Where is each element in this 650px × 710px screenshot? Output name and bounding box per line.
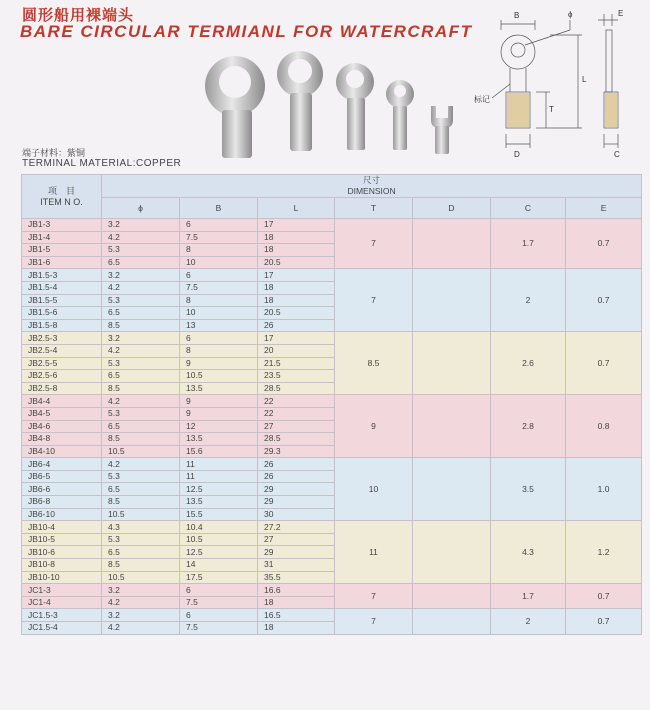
item-cell: JB2.5-6 xyxy=(22,370,102,383)
b-cell: 12.5 xyxy=(180,483,258,496)
l-cell: 20.5 xyxy=(258,307,335,320)
l-cell: 31 xyxy=(258,559,335,572)
l-cell: 22 xyxy=(258,395,335,408)
phi-cell: 3.2 xyxy=(102,219,180,232)
label-phi: ϕ xyxy=(568,10,573,19)
e-group-cell: 1.0 xyxy=(566,458,642,521)
t-group-cell: 10 xyxy=(335,458,413,521)
l-cell: 26 xyxy=(258,319,335,332)
phi-cell: 6.5 xyxy=(102,420,180,433)
l-cell: 29.3 xyxy=(258,445,335,458)
item-cell: JB4-8 xyxy=(22,433,102,446)
item-cell: JC1.5-3 xyxy=(22,609,102,622)
table-row xyxy=(22,395,642,408)
catalog-header xyxy=(0,0,650,175)
b-cell: 6 xyxy=(180,584,258,597)
b-cell: 13.5 xyxy=(180,382,258,395)
l-cell: 20.5 xyxy=(258,256,335,269)
e-group-cell: 0.7 xyxy=(566,332,642,395)
item-header xyxy=(22,175,102,219)
l-cell: 18 xyxy=(258,244,335,257)
item-cell: JB1-5 xyxy=(22,244,102,257)
t-group-cell: 8.5 xyxy=(335,332,413,395)
c-group-cell: 4.3 xyxy=(491,521,566,584)
item-cell: JB1-6 xyxy=(22,256,102,269)
b-cell: 6 xyxy=(180,219,258,232)
e-group-cell: 0.7 xyxy=(566,269,642,332)
phi-cell: 4.3 xyxy=(102,521,180,534)
item-cell: JC1-3 xyxy=(22,584,102,597)
c-group-cell: 3.5 xyxy=(491,458,566,521)
l-cell: 27 xyxy=(258,420,335,433)
ring-terminal-mini xyxy=(386,80,414,150)
b-cell: 10 xyxy=(180,256,258,269)
d-group-cell xyxy=(413,521,491,584)
d-group-cell xyxy=(413,269,491,332)
phi-cell: 3.2 xyxy=(102,609,180,622)
d-group-cell xyxy=(413,458,491,521)
label-E: E xyxy=(618,9,624,18)
phi-cell: 6.5 xyxy=(102,256,180,269)
col-header-T: T xyxy=(335,198,413,219)
phi-cell: 10.5 xyxy=(102,571,180,584)
item-cell: JB1.5-8 xyxy=(22,319,102,332)
c-group-cell: 2 xyxy=(491,609,566,634)
item-cell: JB10-10 xyxy=(22,571,102,584)
c-group-cell: 2.8 xyxy=(491,395,566,458)
l-cell: 16.6 xyxy=(258,584,335,597)
item-cell: JB10-6 xyxy=(22,546,102,559)
col-header-E: E xyxy=(566,198,642,219)
l-cell: 30 xyxy=(258,508,335,521)
l-cell: 22 xyxy=(258,407,335,420)
b-cell: 14 xyxy=(180,559,258,572)
phi-cell: 8.5 xyxy=(102,496,180,509)
item-cell: JB4-5 xyxy=(22,407,102,420)
item-cell: JC1.5-4 xyxy=(22,622,102,635)
b-cell: 10.5 xyxy=(180,370,258,383)
phi-cell: 10.5 xyxy=(102,508,180,521)
material-english: TERMINAL MATERIAL:COPPER xyxy=(22,158,182,169)
col-header-phi: ϕ xyxy=(102,198,180,219)
phi-cell: 8.5 xyxy=(102,319,180,332)
l-cell: 26 xyxy=(258,458,335,471)
b-cell: 12.5 xyxy=(180,546,258,559)
c-group-cell: 1.7 xyxy=(491,584,566,609)
b-cell: 7.5 xyxy=(180,231,258,244)
label-T: T xyxy=(549,105,554,114)
phi-cell: 5.3 xyxy=(102,407,180,420)
l-cell: 17 xyxy=(258,332,335,345)
label-C: C xyxy=(614,150,620,159)
material-chinese: 端子材料：紫铜 xyxy=(22,148,86,158)
col-header-D: D xyxy=(413,198,491,219)
label-L: L xyxy=(582,75,587,84)
l-cell: 16.5 xyxy=(258,609,335,622)
phi-cell: 4.2 xyxy=(102,395,180,408)
e-group-cell: 0.7 xyxy=(566,609,642,634)
b-cell: 17.5 xyxy=(180,571,258,584)
item-cell: JB1.5-5 xyxy=(22,294,102,307)
e-group-cell: 1.2 xyxy=(566,521,642,584)
table-row xyxy=(22,458,642,471)
phi-cell: 4.2 xyxy=(102,344,180,357)
b-cell: 7.5 xyxy=(180,596,258,609)
l-cell: 18 xyxy=(258,294,335,307)
b-cell: 8 xyxy=(180,344,258,357)
item-cell: JB4-10 xyxy=(22,445,102,458)
b-cell: 9 xyxy=(180,357,258,370)
t-group-cell: 7 xyxy=(335,584,413,609)
phi-cell: 5.3 xyxy=(102,533,180,546)
t-group-cell: 7 xyxy=(335,219,413,269)
l-cell: 17 xyxy=(258,219,335,232)
item-cell: JB6-5 xyxy=(22,470,102,483)
label-mark: 标记 xyxy=(474,95,490,104)
label-D: D xyxy=(514,150,520,159)
d-group-cell xyxy=(413,584,491,609)
phi-cell: 4.2 xyxy=(102,622,180,635)
item-cell: JB10-5 xyxy=(22,533,102,546)
phi-cell: 8.5 xyxy=(102,559,180,572)
col-header-L: L xyxy=(258,198,335,219)
item-cell: JB6-8 xyxy=(22,496,102,509)
ring-terminal-small xyxy=(336,63,374,150)
b-cell: 6 xyxy=(180,332,258,345)
b-cell: 10.4 xyxy=(180,521,258,534)
phi-cell: 4.2 xyxy=(102,231,180,244)
c-group-cell: 2 xyxy=(491,269,566,332)
table-row xyxy=(22,584,642,597)
l-cell: 17 xyxy=(258,269,335,282)
l-cell: 20 xyxy=(258,344,335,357)
b-cell: 8 xyxy=(180,244,258,257)
d-group-cell xyxy=(413,219,491,269)
item-cell: JB2.5-3 xyxy=(22,332,102,345)
table-row xyxy=(22,269,642,282)
b-cell: 13 xyxy=(180,319,258,332)
b-cell: 10 xyxy=(180,307,258,320)
phi-cell: 5.3 xyxy=(102,294,180,307)
c-group-cell: 2.6 xyxy=(491,332,566,395)
l-cell: 28.5 xyxy=(258,382,335,395)
item-cell: JB1-4 xyxy=(22,231,102,244)
b-cell: 6 xyxy=(180,609,258,622)
table-row xyxy=(22,332,642,345)
l-cell: 18 xyxy=(258,622,335,635)
l-cell: 27 xyxy=(258,533,335,546)
b-cell: 9 xyxy=(180,395,258,408)
c-group-cell: 1.7 xyxy=(491,219,566,269)
l-cell: 29 xyxy=(258,496,335,509)
phi-cell: 4.2 xyxy=(102,281,180,294)
phi-cell: 6.5 xyxy=(102,307,180,320)
item-header-cn: 项 目 xyxy=(47,185,75,196)
label-B: B xyxy=(514,11,520,20)
item-cell: JC1-4 xyxy=(22,596,102,609)
b-cell: 11 xyxy=(180,458,258,471)
l-cell: 35.5 xyxy=(258,571,335,584)
l-cell: 21.5 xyxy=(258,357,335,370)
t-group-cell: 7 xyxy=(335,609,413,634)
b-cell: 15.6 xyxy=(180,445,258,458)
ring-terminal-large xyxy=(205,56,265,158)
item-cell: JB1.5-4 xyxy=(22,281,102,294)
e-group-cell: 0.8 xyxy=(566,395,642,458)
item-cell: JB2.5-8 xyxy=(22,382,102,395)
l-cell: 29 xyxy=(258,483,335,496)
phi-cell: 3.2 xyxy=(102,584,180,597)
table-body xyxy=(22,219,642,635)
item-cell: JB10-4 xyxy=(22,521,102,534)
e-group-cell: 0.7 xyxy=(566,219,642,269)
phi-cell: 4.2 xyxy=(102,596,180,609)
b-cell: 13.5 xyxy=(180,496,258,509)
title-english: BARE CIRCULAR TERMIANL FOR WATERCRAFT xyxy=(20,22,473,41)
phi-cell: 6.5 xyxy=(102,483,180,496)
col-header-C: C xyxy=(491,198,566,219)
item-cell: JB6-4 xyxy=(22,458,102,471)
d-group-cell xyxy=(413,609,491,634)
b-cell: 6 xyxy=(180,269,258,282)
phi-cell: 5.3 xyxy=(102,470,180,483)
phi-cell: 5.3 xyxy=(102,357,180,370)
e-group-cell: 0.7 xyxy=(566,584,642,609)
l-cell: 29 xyxy=(258,546,335,559)
b-cell: 15.5 xyxy=(180,508,258,521)
phi-cell: 10.5 xyxy=(102,445,180,458)
l-cell: 28.5 xyxy=(258,433,335,446)
phi-cell: 3.2 xyxy=(102,332,180,345)
l-cell: 18 xyxy=(258,231,335,244)
dimension-header-en: DIMENSION xyxy=(347,186,396,196)
item-cell: JB6-10 xyxy=(22,508,102,521)
b-cell: 13.5 xyxy=(180,433,258,446)
item-cell: JB10-8 xyxy=(22,559,102,572)
phi-cell: 6.5 xyxy=(102,370,180,383)
item-cell: JB2.5-4 xyxy=(22,344,102,357)
l-cell: 23.5 xyxy=(258,370,335,383)
l-cell: 18 xyxy=(258,596,335,609)
dimension-header xyxy=(102,175,642,198)
item-header-en: ITEM N O. xyxy=(40,196,83,207)
phi-cell: 6.5 xyxy=(102,546,180,559)
phi-cell: 5.3 xyxy=(102,244,180,257)
item-cell: JB1.5-3 xyxy=(22,269,102,282)
table-row xyxy=(22,219,642,232)
b-cell: 9 xyxy=(180,407,258,420)
l-cell: 27.2 xyxy=(258,521,335,534)
item-cell: JB4-6 xyxy=(22,420,102,433)
phi-cell: 8.5 xyxy=(102,382,180,395)
dimension-drawing xyxy=(470,0,650,160)
b-cell: 7.5 xyxy=(180,622,258,635)
table-row xyxy=(22,609,642,622)
d-group-cell xyxy=(413,332,491,395)
b-cell: 7.5 xyxy=(180,281,258,294)
item-cell: JB2.5-5 xyxy=(22,357,102,370)
ring-terminal-medium xyxy=(277,51,323,151)
dimension-header-cn: 尺寸 xyxy=(363,175,381,185)
b-cell: 10.5 xyxy=(180,533,258,546)
fork-terminal xyxy=(431,106,453,154)
l-cell: 26 xyxy=(258,470,335,483)
title-chinese: 圆形船用裸端头 xyxy=(22,7,135,24)
item-cell: JB1-3 xyxy=(22,219,102,232)
b-cell: 12 xyxy=(180,420,258,433)
t-group-cell: 11 xyxy=(335,521,413,584)
dimension-table xyxy=(21,174,642,635)
t-group-cell: 7 xyxy=(335,269,413,332)
b-cell: 8 xyxy=(180,294,258,307)
d-group-cell xyxy=(413,395,491,458)
terminal-photo xyxy=(195,48,465,168)
t-group-cell: 9 xyxy=(335,395,413,458)
phi-cell: 3.2 xyxy=(102,269,180,282)
b-cell: 11 xyxy=(180,470,258,483)
item-cell: JB6-6 xyxy=(22,483,102,496)
phi-cell: 4.2 xyxy=(102,458,180,471)
item-cell: JB4-4 xyxy=(22,395,102,408)
l-cell: 18 xyxy=(258,281,335,294)
phi-cell: 8.5 xyxy=(102,433,180,446)
col-header-B: B xyxy=(180,198,258,219)
item-cell: JB1.5-6 xyxy=(22,307,102,320)
table-row xyxy=(22,521,642,534)
